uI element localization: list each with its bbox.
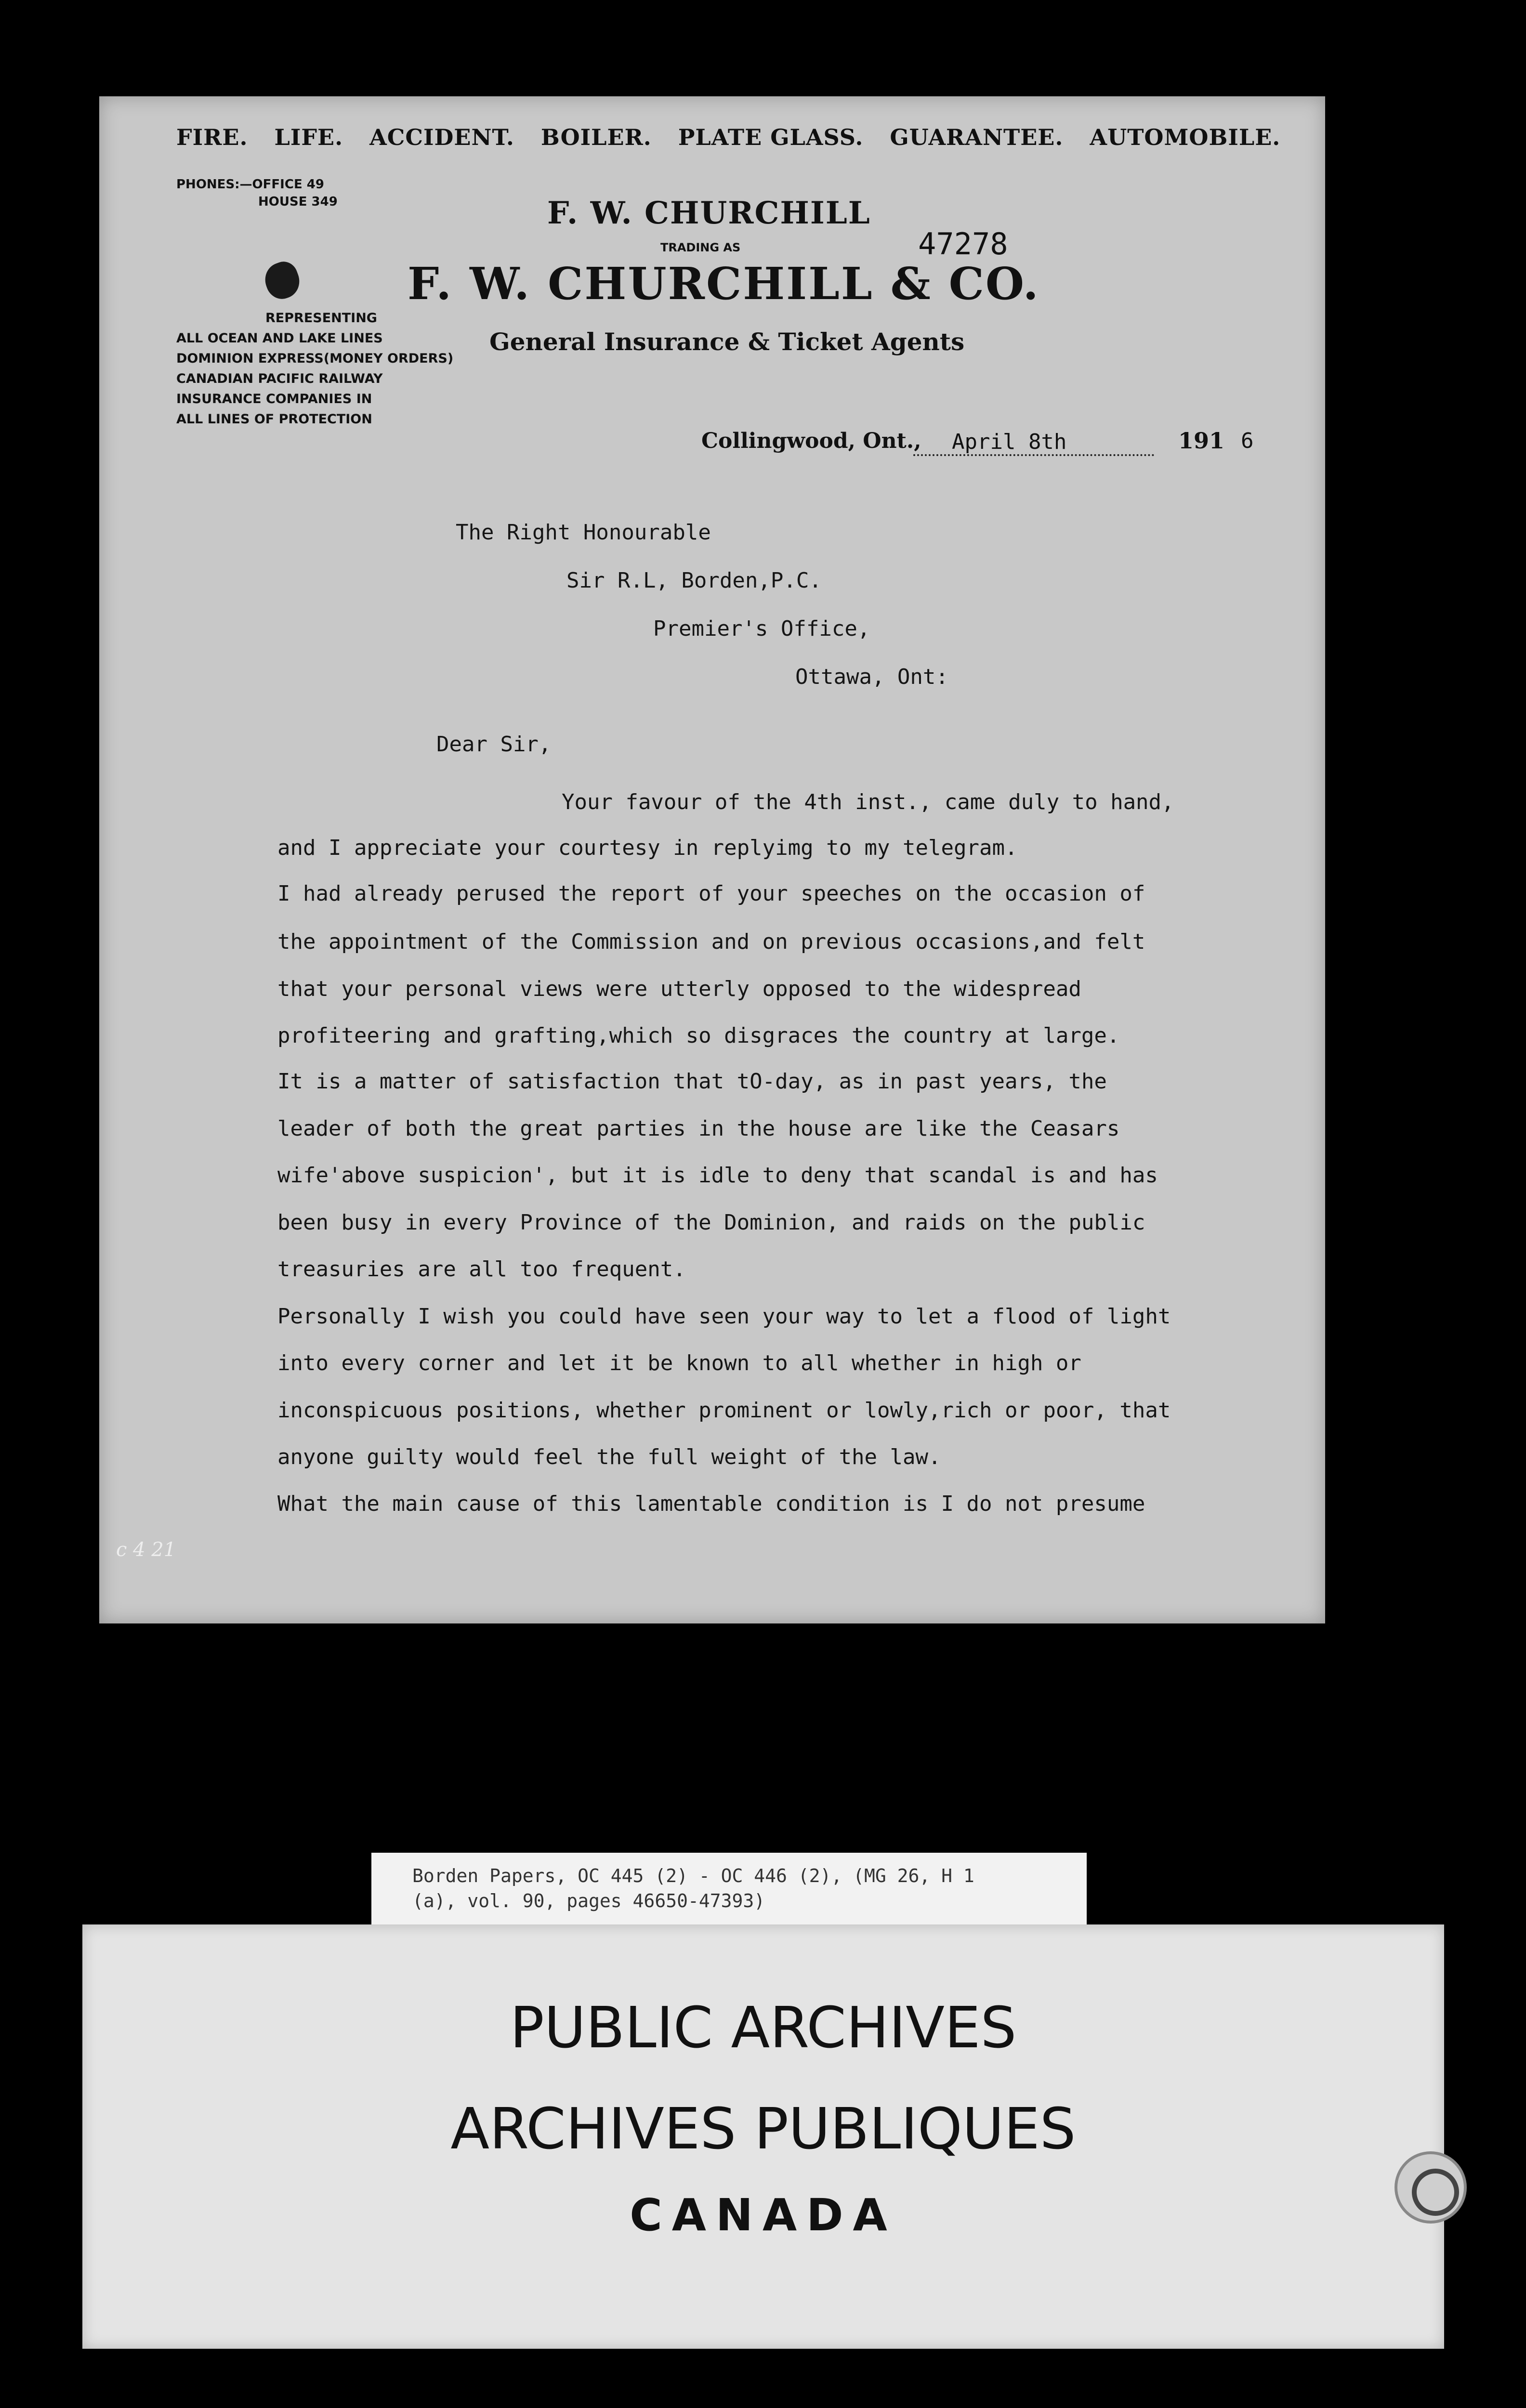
- body-line: been busy in every Province of the Dominion, and raids on the public: [277, 1210, 1145, 1235]
- company-name: F. W. CHURCHILL & CO.: [408, 258, 1040, 310]
- body-line: inconspicuous positions, whether prominent or lowly,rich or poor, that: [277, 1398, 1171, 1423]
- body-line: profiteering and grafting,which so disgraces the country at large.: [277, 1023, 1120, 1048]
- body-line: I had already perused the report of your speeches on the occasion of: [277, 881, 1145, 906]
- representing-line: ALL OCEAN AND LAKE LINES: [176, 331, 383, 346]
- body-line: anyone guilty would feel the full weight of the law.: [277, 1445, 941, 1469]
- letter-date: April 8th: [913, 430, 1154, 456]
- body-line: Your favour of the 4th inst., came duly to hand,: [562, 790, 1174, 814]
- body-line: the appointment of the Commission and on previous occasions,and felt: [277, 929, 1145, 954]
- phone-numbers: [176, 176, 338, 210]
- archives-card: [82, 1924, 1444, 2349]
- service-item: AUTOMOBILE.: [1090, 124, 1281, 150]
- source-reference-slip: [371, 1853, 1087, 1926]
- phone-house: HOUSE 349: [258, 195, 338, 209]
- body-line: What the main cause of this lamentable condition is I do not presume: [277, 1492, 1145, 1516]
- service-item: ACCIDENT.: [369, 124, 514, 150]
- representing-title: REPRESENTING: [265, 311, 377, 326]
- body-line: It is a matter of satisfaction that tO-day, as in past years, the: [277, 1069, 1107, 1094]
- representing-line: DOMINION EXPRESS(MONEY ORDERS): [176, 351, 454, 366]
- address-line: Sir R.L, Borden,P.C.: [566, 568, 822, 593]
- body-line: into every corner and let it be known to all whether in high or: [277, 1351, 1081, 1375]
- phone-office: PHONES:—OFFICE 49: [176, 177, 324, 192]
- address-line: Premier's Office,: [653, 616, 870, 641]
- representing-line: ALL LINES OF PROTECTION: [176, 412, 372, 427]
- document-number: 47278: [918, 226, 1008, 262]
- margin-note: c 4 21: [116, 1539, 176, 1561]
- service-item: BOILER.: [540, 124, 652, 150]
- archives-title-en: PUBLIC ARCHIVES: [510, 1994, 1017, 2061]
- body-line: wife'above suspicion', but it is idle to deny that scandal is and has: [277, 1163, 1158, 1188]
- body-line: that your personal views were utterly opposed to the widespread: [277, 977, 1081, 1001]
- representing-line: CANADIAN PACIFIC RAILWAY: [176, 371, 383, 386]
- address-line: The Right Honourable: [456, 520, 711, 545]
- trading-as-label: TRADING AS: [660, 241, 741, 254]
- body-line: and I appreciate your courtesy in replyimg to my telegram.: [277, 836, 1018, 860]
- representing-line: INSURANCE COMPANIES IN: [176, 392, 372, 406]
- proprietor-name: F. W. CHURCHILL: [547, 195, 871, 231]
- body-line: Personally I wish you could have seen your way to let a flood of light: [277, 1304, 1171, 1329]
- services-list: [176, 124, 1307, 150]
- year-digit: 6: [1241, 429, 1254, 453]
- body-line: treasuries are all too frequent.: [277, 1257, 686, 1282]
- year-prefix: 191: [1178, 428, 1225, 454]
- letter-place: Collingwood, Ont.,: [701, 429, 921, 453]
- archives-logo-icon: [1394, 2151, 1467, 2224]
- archives-title-fr: ARCHIVES PUBLIQUES: [450, 2095, 1076, 2162]
- service-item: GUARANTEE.: [890, 124, 1064, 150]
- source-line: (a), vol. 90, pages 46650-47393): [412, 1890, 765, 1911]
- letter-page: [99, 96, 1325, 1623]
- service-item: LIFE.: [274, 124, 343, 150]
- service-item: PLATE GLASS.: [678, 124, 864, 150]
- body-line: leader of both the great parties in the house are like the Ceasars: [277, 1116, 1120, 1141]
- salutation: Dear Sir,: [436, 732, 552, 757]
- archives-country: CANADA: [630, 2189, 897, 2241]
- address-line: Ottawa, Ont:: [795, 665, 948, 689]
- source-line: Borden Papers, OC 445 (2) - OC 446 (2), (MG 26, H 1: [412, 1865, 974, 1886]
- company-tagline: General Insurance & Ticket Agents: [489, 327, 965, 356]
- representing-block: [176, 308, 453, 430]
- service-item: FIRE.: [176, 124, 248, 150]
- wax-seal-icon: [260, 258, 304, 303]
